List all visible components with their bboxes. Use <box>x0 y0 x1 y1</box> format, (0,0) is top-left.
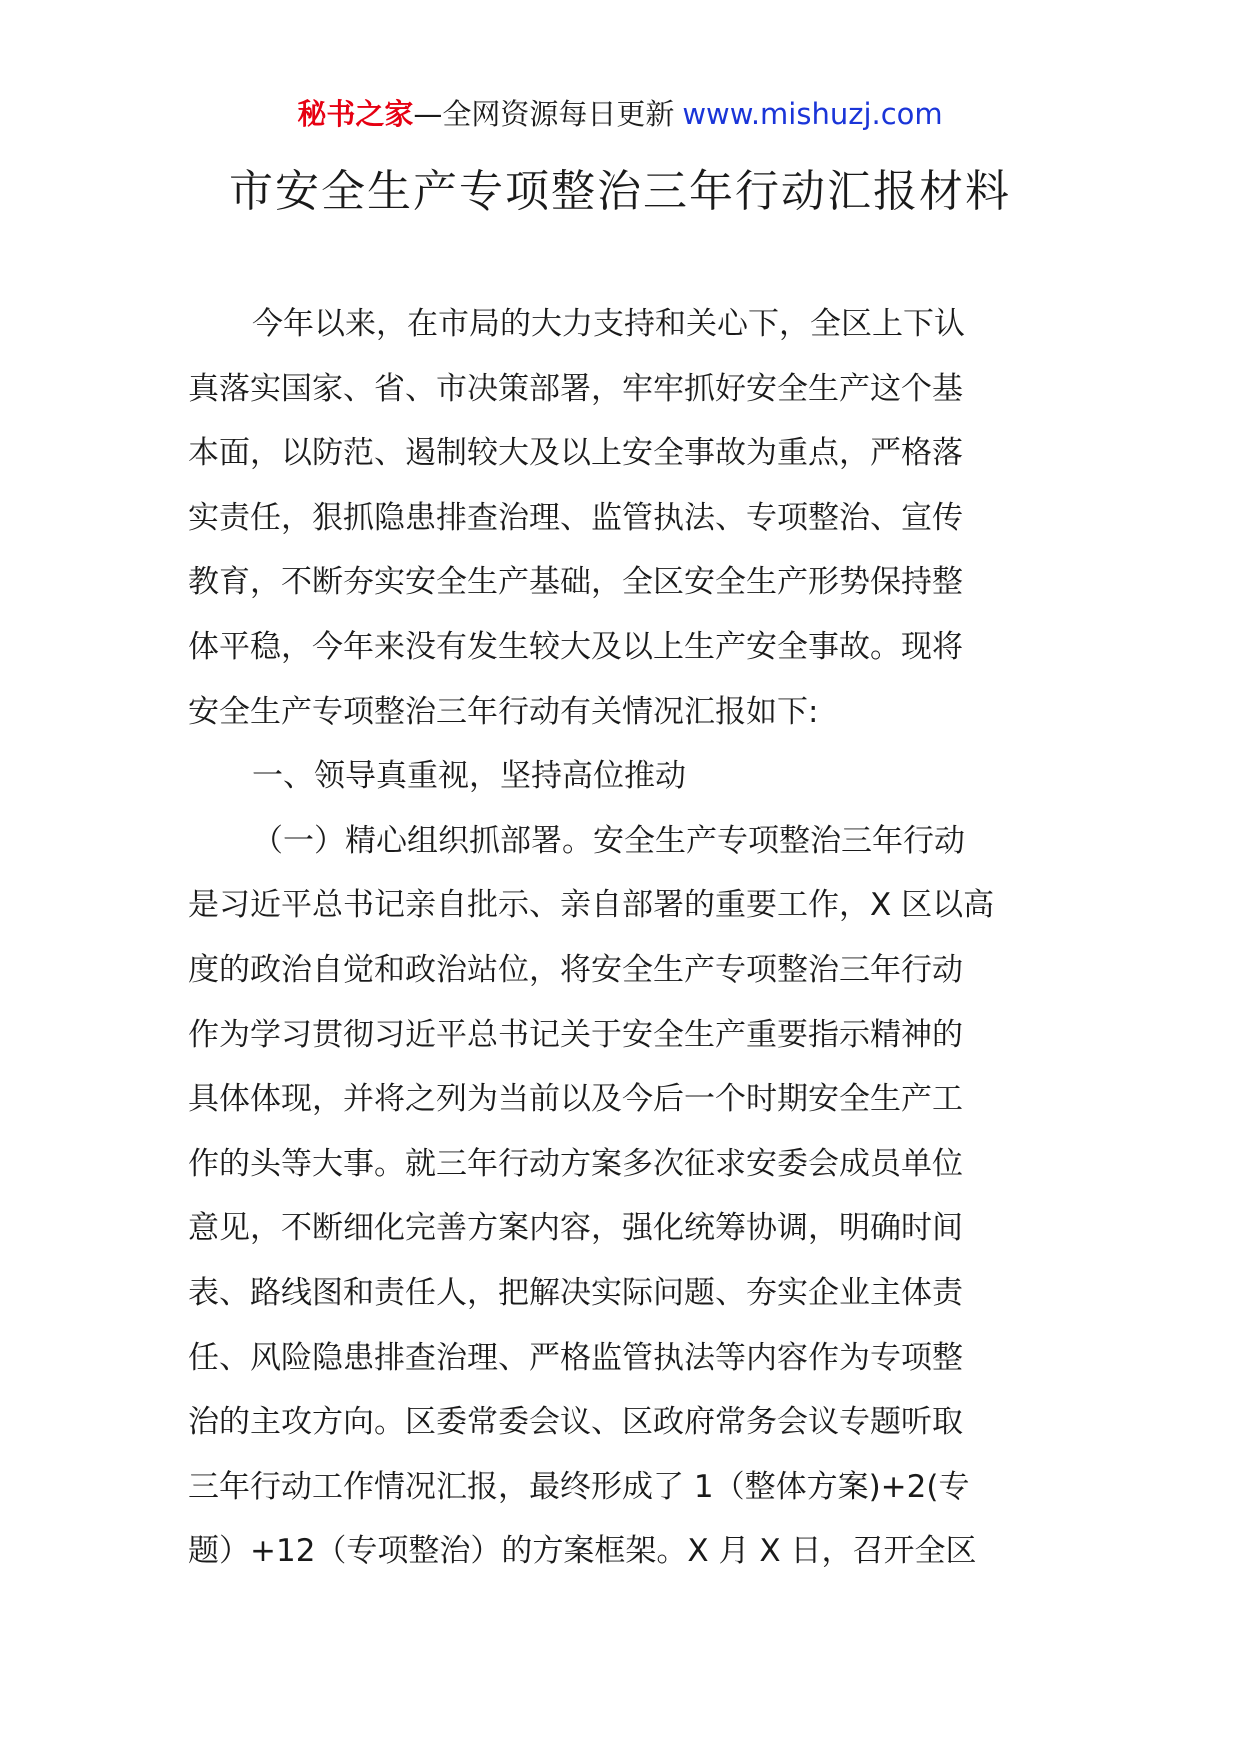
paragraph-line: 意见，不断细化完善方案内容，强化统筹协调，明确时间 <box>188 1210 963 1247</box>
paragraph-line: 安全生产专项整治三年行动有关情况汇报如下: <box>188 693 819 730</box>
paragraph-line: 体平稳，今年来没有发生较大及以上生产安全事故。现将 <box>188 628 963 665</box>
paragraph-line: 真落实国家、省、市决策部署，牢牢抓好安全生产这个基 <box>188 370 963 407</box>
paragraph-line: 度的政治自觉和政治站位，将安全生产专项整治三年行动 <box>188 951 963 988</box>
document-title: 市安全生产专项整治三年行动汇报材料 <box>229 166 1011 217</box>
site-header <box>0 94 1240 134</box>
paragraph-line: 具体体现，并将之列为当前以及今后一个时期安全生产工 <box>188 1081 963 1118</box>
paragraph-line: 作为学习贯彻习近平总书记关于安全生产重要指示精神的 <box>188 1016 963 1053</box>
brand-name: 秘书之家 <box>297 97 414 131</box>
site-url-link[interactable]: www.mishuzj.com <box>682 97 943 131</box>
paragraph-line: 三年行动工作情况汇报，最终形成了 1（整体方案)+2(专 <box>188 1468 970 1505</box>
paragraph-line: 本面，以防范、遏制较大及以上安全事故为重点，严格落 <box>188 435 963 472</box>
paragraph-line: 治的主攻方向。区委常委会议、区政府常务会议专题听取 <box>188 1404 963 1441</box>
paragraph-line: 题）+12（专项整治）的方案框架。X 月 X 日，召开全区 <box>188 1533 977 1570</box>
paragraph-line: 教育，不断夯实安全生产基础，全区安全生产形势保持整 <box>188 564 963 601</box>
paragraph-line: 实责任，狠抓隐患排查治理、监管执法、专项整治、宣传 <box>188 499 963 536</box>
paragraph-line: 任、风险隐患排查治理、严格监管执法等内容作为专项整 <box>188 1339 963 1376</box>
paragraph-line: 今年以来，在市局的大力支持和关心下，全区上下认 <box>252 306 965 342</box>
section-heading: 一、领导真重视，坚持高位推动 <box>252 758 686 795</box>
header-tagline: —全网资源每日更新 <box>413 97 675 131</box>
paragraph-line: 表、路线图和责任人，把解决实际问题、夯实企业主体责 <box>188 1274 963 1311</box>
paragraph-line: 是习近平总书记亲自批示、亲自部署的重要工作，X 区以高 <box>188 887 995 924</box>
document-body <box>188 292 1054 1584</box>
paragraph-line: 作的头等大事。就三年行动方案多次征求安委会成员单位 <box>188 1145 963 1182</box>
paragraph-line: （一）精心组织抓部署。安全生产专项整治三年行动 <box>252 822 965 859</box>
